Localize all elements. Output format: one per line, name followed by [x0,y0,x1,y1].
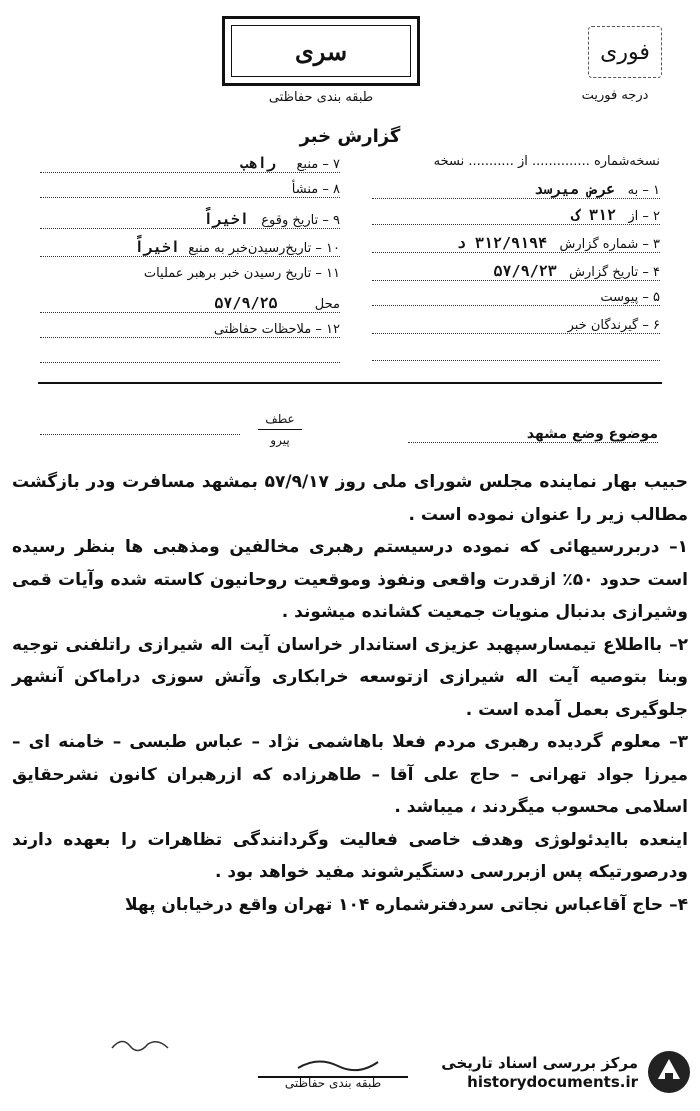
field-from [372,206,660,225]
field-label: ۷ – منبع [296,157,340,172]
document-title: گزارش خبر [299,126,401,147]
subject-line: موضوع وضع مشهد [408,426,658,443]
handwritten-signature [110,1030,170,1060]
reference-box [258,412,302,447]
field-to [372,180,660,199]
field-label: ۴ – تاریخ گزارش [569,265,660,280]
field-security-notes [40,322,340,338]
reference-top: عطف [265,412,295,426]
field-occurrence-date [40,210,340,229]
reference-line [258,429,302,430]
classification-stamp: سری [231,25,411,77]
field-attachment [372,290,660,306]
field-label: ۱۰ – تاریخ‌رسیدن‌خبر به منبع [188,241,340,256]
field-label: ۶ – گیرندگان خبر [567,318,660,333]
body-paragraph: ۱– دربررسیهائی که نموده درسیستم رهبری مخالفین ومذهبی ها بنظر رسیده است حدود ۵۰٪ ازقدرت واقعی ونفوذ وموقعیت روحانیون کاسته شده وآیات قمی وشیرازی بدنبال منویات جمعیت کشانده میشوند . [12,537,689,622]
field-value: ۵۷/۹/۲۳ [493,262,557,280]
body-paragraph: ۴– حاج آقاعباس نجاتی سردفترشماره ۱۰۴ تهران واقع درخیابان پهلا [124,894,688,915]
field-report-number [372,234,660,253]
field-value: راهب [239,154,276,172]
field-label: ۱۲ – ملاحظات حفاظتی [213,322,340,337]
watermark-title: مرکز بررسی اسناد تاریخی [441,1054,638,1072]
body-paragraph: ۲– بااطلاع تیمسارسپهبد عزیزی استاندار خراسان آیت اله شیرازی راتلفنی توجیه وبنا بتوصیه آیت اله شیرازی ازتوسعه خرابکاری وآتش سوزی دراماکن آنشهر جلوگیری بعمل آمده است . [12,634,688,720]
field-value: عرض میرسد [533,180,616,198]
field-value: ۳۱۲/۹۱۹۴ د [456,234,548,252]
field-value: ۵۷/۹/۲۵ [214,294,278,312]
field-label: نسخه‌شماره .............. از ........... نسخه [433,154,660,169]
dotted-line [40,362,340,363]
footer-handwritten-mark [258,1046,408,1076]
field-label: ۱ – به [627,183,660,198]
copy-number-field [372,154,660,169]
body-paragraph: ۳– معلوم گردیده رهبری مردم فعلا باهاشمی نژاد – عباس طبسی – خامنه ای – میرزا جواد تهرانی – حاج علی آقا – طاهرزاده که ازرهبران کانون نشرحقایق اسلامی محسوب میگردند ، میباشد . [12,732,688,817]
field-label: ۹ – تاریخ وقوع [261,213,340,228]
priority-handwritten-mark: فوری [588,26,662,78]
field-recipients [372,318,660,334]
field-value: ۳۱۲ ک [570,206,616,224]
field-label: ۳ – شماره گزارش [559,237,660,252]
classification-label: طبقه بندی حفاظتی [268,90,374,105]
archive-watermark [430,1042,692,1102]
classification-box [222,16,420,86]
priority-label: درجه فوریت [581,88,649,103]
field-label: ۱۱ – تاریخ رسیدن خبر برهبر عملیات [143,266,340,281]
field-location [40,294,340,313]
dotted-line [372,360,660,361]
field-origin [40,182,340,198]
archive-logo-icon [646,1049,692,1095]
field-source [40,154,340,173]
field-report-date [372,262,660,281]
field-label: ۸ – منشأ [291,182,340,197]
field-value: اخیراً [203,210,249,228]
field-receipt-date-leader [40,266,340,281]
field-label: محل [314,297,340,312]
field-label: ۵ – پیوست [600,290,660,305]
body-paragraph: حبیب بهار نماینده مجلس شورای ملی روز ۵۷/۹/۱۷ بمشهد مسافرت ودر بازگشت مطالب زیر را عنوان نموده است . [12,472,689,525]
reference-bottom: پیرو [270,433,290,447]
field-receipt-date-source [40,238,340,257]
document-body [12,466,688,921]
field-label: ۲ – از [628,209,660,224]
body-paragraph: اینعده باایدئولوژی وهدف خاصی فعالیت وگردانندگی تظاهرات را بعهده دارند ودرصورتیکه پس ازبررسی دستگیرشوند مفید خواهد بود . [12,829,688,882]
watermark-url: historydocuments.ir [467,1073,638,1091]
footer-classification-box [258,1046,408,1078]
footer-classification-label: طبقه بندی حفاظتی [284,1076,382,1090]
header-divider [38,382,662,384]
dotted-line [40,434,240,435]
field-value: اخیراً [134,238,180,256]
